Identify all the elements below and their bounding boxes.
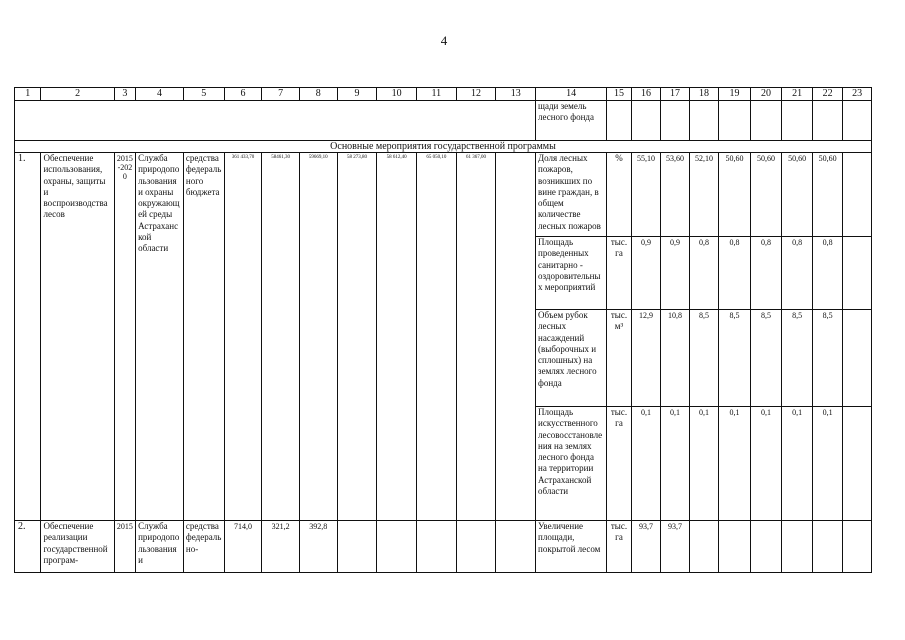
table-cell xyxy=(631,101,661,141)
indicator-value: 52,10 xyxy=(689,153,719,237)
indicator-value: 0,8 xyxy=(750,237,782,310)
indicator-value: 12,9 xyxy=(631,310,661,407)
header-row xyxy=(15,88,872,101)
column-number: 15 xyxy=(607,88,631,101)
column-number: 10 xyxy=(377,88,417,101)
indicator-value: 93,7 xyxy=(631,521,661,573)
indicator-value: 0,9 xyxy=(661,237,689,310)
amount-total: 714,0 xyxy=(224,521,262,573)
indicator-unit: тыс. га xyxy=(607,237,631,310)
indicator-value: 0,1 xyxy=(661,407,689,521)
indicator-value: 55,10 xyxy=(631,153,661,237)
table-cell xyxy=(843,310,872,407)
amount-cell: 321,2 xyxy=(262,521,300,573)
table-cell xyxy=(719,101,751,141)
table-cell xyxy=(689,101,719,141)
amount-cell: 392,8 xyxy=(299,521,337,573)
indicator-unit: % xyxy=(607,153,631,237)
amount-cell xyxy=(456,521,496,573)
table-cell xyxy=(782,101,813,141)
column-number: 6 xyxy=(224,88,262,101)
indicator-value: 0,1 xyxy=(689,407,719,521)
indicator-value: 50,60 xyxy=(782,153,813,237)
table-cell xyxy=(843,521,872,573)
indicator-unit: тыс. га xyxy=(607,407,631,521)
indicator-value: 50,60 xyxy=(812,153,843,237)
continuation-indicator: щади земель лесного фонда xyxy=(536,101,607,141)
amount-cell: 58 273,80 xyxy=(337,153,377,521)
indicator-name: Площадь искусственного лесовосстановления на землях лесного фонда на территории Астраханской области xyxy=(536,407,607,521)
indicator-value: 93,7 xyxy=(661,521,689,573)
indicator-value: 10,8 xyxy=(661,310,689,407)
column-number: 3 xyxy=(114,88,135,101)
column-number: 22 xyxy=(812,88,843,101)
period-cell: 2015-2020 xyxy=(114,153,135,521)
activity-name: Обеспечение использования, охраны, защиты и воспроизводства лесов xyxy=(41,153,114,521)
continuation-blank-cell xyxy=(15,101,536,141)
column-number: 7 xyxy=(262,88,300,101)
page-number: 4 xyxy=(440,33,448,48)
section-row xyxy=(15,141,872,153)
indicator-value xyxy=(812,521,843,573)
column-number: 16 xyxy=(631,88,661,101)
column-number: 5 xyxy=(183,88,224,101)
table-cell xyxy=(812,101,843,141)
activity-name: Обеспечение реализации государственной програм- xyxy=(41,521,114,573)
indicator-value: 50,60 xyxy=(719,153,751,237)
indicator-name: Увеличение площади, покрытой лесом xyxy=(536,521,607,573)
indicator-value: 50,60 xyxy=(750,153,782,237)
executor-cell: Служба природопользования и xyxy=(136,521,184,573)
amount-cell: 59669,10 xyxy=(299,153,337,521)
indicator-value xyxy=(782,521,813,573)
indicator-value: 0,1 xyxy=(631,407,661,521)
indicator-value: 0,1 xyxy=(719,407,751,521)
funding-source-cell: средства федерально- xyxy=(183,521,224,573)
indicator-value: 0,8 xyxy=(719,237,751,310)
column-number: 12 xyxy=(456,88,496,101)
table-cell xyxy=(496,153,536,521)
table-row xyxy=(15,521,872,573)
continuation-row xyxy=(15,101,872,141)
indicator-value: 0,1 xyxy=(782,407,813,521)
column-number: 21 xyxy=(782,88,813,101)
indicator-value: 8,5 xyxy=(812,310,843,407)
amount-cell: 58461,30 xyxy=(262,153,300,521)
indicator-value: 0,8 xyxy=(782,237,813,310)
column-number: 4 xyxy=(136,88,184,101)
column-number: 11 xyxy=(416,88,456,101)
indicator-value xyxy=(689,521,719,573)
indicator-value xyxy=(719,521,751,573)
amount-cell xyxy=(377,521,417,573)
amount-cell xyxy=(416,521,456,573)
amount-cell: 65 050,10 xyxy=(416,153,456,521)
table-row xyxy=(15,153,872,237)
indicator-value: 53,60 xyxy=(661,153,689,237)
indicator-value: 8,5 xyxy=(750,310,782,407)
indicator-unit: тыс. га xyxy=(607,521,631,573)
indicator-name: Доля лесных пожаров, возникших по вине граждан, в общем количестве лесных пожаров xyxy=(536,153,607,237)
table-cell xyxy=(607,101,631,141)
indicator-value: 0,1 xyxy=(812,407,843,521)
table-cell xyxy=(661,101,689,141)
section-title: Основные мероприятия государственной программы xyxy=(15,141,872,153)
amount-total: 361 433,70 xyxy=(224,153,262,521)
column-number: 2 xyxy=(41,88,114,101)
column-number: 18 xyxy=(689,88,719,101)
indicator-name: Объем рубок лесных насаждений (выборочных и сплошных) на землях лесного фонда xyxy=(536,310,607,407)
row-number: 2. xyxy=(15,521,41,573)
column-number: 14 xyxy=(536,88,607,101)
table-cell xyxy=(843,101,872,141)
column-number: 20 xyxy=(750,88,782,101)
executor-cell: Служба природопользования и охраны окружающей среды Астраханской области xyxy=(136,153,184,521)
indicator-value: 8,5 xyxy=(689,310,719,407)
table-cell xyxy=(750,101,782,141)
program-table xyxy=(14,87,872,573)
column-number: 9 xyxy=(337,88,377,101)
indicator-unit: тыс. м³ xyxy=(607,310,631,407)
amount-cell: 61 367,00 xyxy=(456,153,496,521)
period-cell: 2015 xyxy=(114,521,135,573)
table-cell xyxy=(496,521,536,573)
indicator-value: 8,5 xyxy=(719,310,751,407)
column-number: 1 xyxy=(15,88,41,101)
indicator-value: 0,8 xyxy=(812,237,843,310)
amount-cell xyxy=(337,521,377,573)
table-cell xyxy=(843,237,872,310)
indicator-value: 0,9 xyxy=(631,237,661,310)
column-number: 23 xyxy=(843,88,872,101)
indicator-value: 8,5 xyxy=(782,310,813,407)
column-number: 19 xyxy=(719,88,751,101)
column-number: 17 xyxy=(661,88,689,101)
column-number: 13 xyxy=(496,88,536,101)
amount-cell: 58 612,40 xyxy=(377,153,417,521)
column-number: 8 xyxy=(299,88,337,101)
indicator-name: Площадь проведенных санитарно - оздоровительных мероприятий xyxy=(536,237,607,310)
indicator-value xyxy=(750,521,782,573)
table-cell xyxy=(843,407,872,521)
indicator-value: 0,1 xyxy=(750,407,782,521)
row-number: 1. xyxy=(15,153,41,521)
funding-source-cell: средства федерального бюджета xyxy=(183,153,224,521)
indicator-value: 0,8 xyxy=(689,237,719,310)
table-cell xyxy=(843,153,872,237)
